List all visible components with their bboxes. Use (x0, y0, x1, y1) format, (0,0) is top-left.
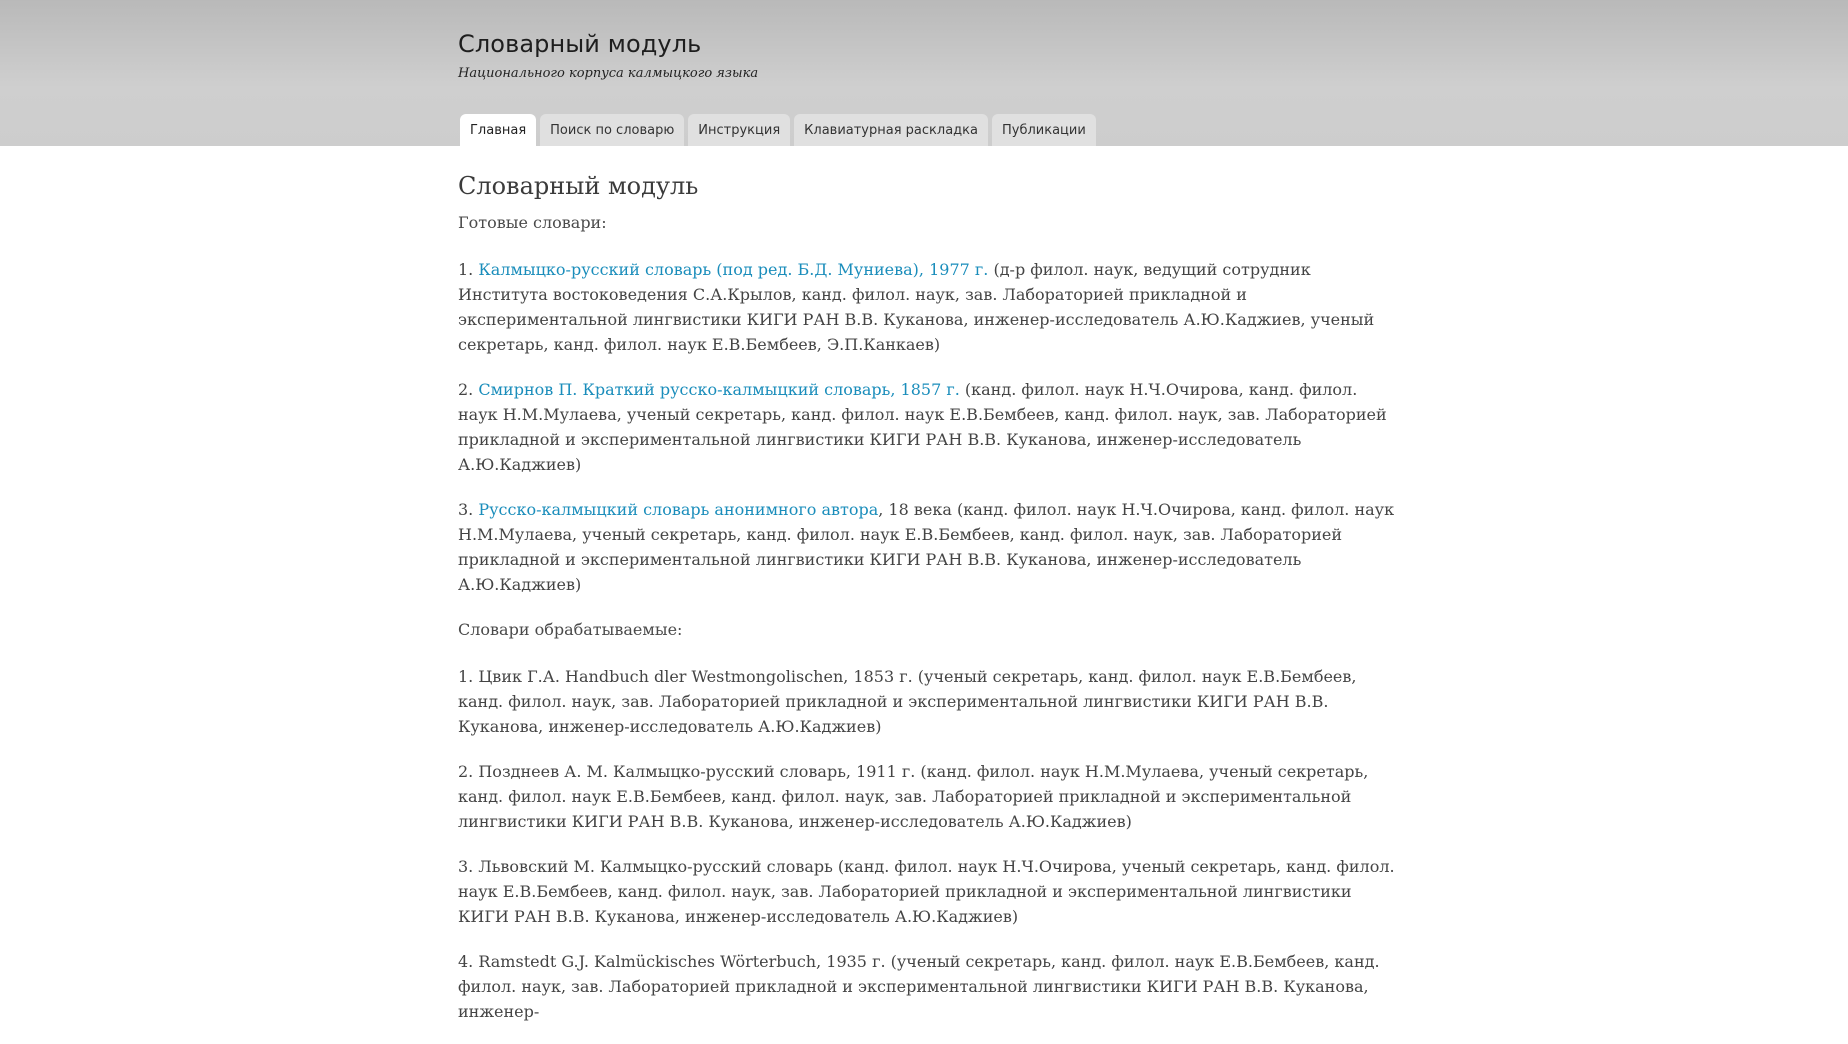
item-contributors: (д-р филол. наук, ведущий сотрудник Института востоковедения С.А.Крылов, канд. филол. наук, зав. Лабораторией прикладной и экспериментальной лингвистики КИГИ РАН В.В. Куканова, инженер-исследователь А.Ю.Каджиев, ученый секретарь, канд. филол. наук Е.В.Бембеев, Э.П.Канкаев) (458, 260, 1375, 354)
ready-dictionary-item (458, 497, 1398, 597)
tab-instructions[interactable]: Инструкция (688, 114, 790, 146)
item-contributors: , 18 века (канд. филол. наук Н.Ч.Очирова, канд. филол. наук Н.М.Мулаева, ученый секретарь, канд. филол. наук Е.В.Бембеев, канд. филол. наук, зав. Лабораторией прикладной и экспериментальной лингвистики КИГИ РАН В.В. Куканова, инженер-исследователь А.Ю.Каджиев) (458, 500, 1395, 594)
header-inner (458, 0, 1398, 146)
processing-dictionary-item: 4. Ramstedt G.J. Kalmückisches Wörterbuch, 1935 г. (ученый секретарь, канд. филол. наук Е.В.Бембеев, канд. филол. наук, зав. Лабораторией прикладной и экспериментальной лингвистики КИГИ РАН В.В. Куканова, инженер- (458, 952, 1380, 1021)
page-title: Словарный модуль (458, 172, 699, 200)
dictionary-link[interactable]: Смирнов П. Краткий русско-калмыцкий словарь, 1857 г. (478, 380, 960, 399)
main-content (458, 146, 1398, 1044)
dictionary-link[interactable]: Калмыцко-русский словарь (под ред. Б.Д. Муниева), 1977 г. (478, 260, 989, 279)
ready-dictionary-item (458, 257, 1398, 357)
ready-dictionary-item (458, 377, 1398, 477)
processing-dictionaries-label: Словари обрабатываемые: (458, 620, 683, 639)
processing-dictionary-item: 1. Цвик Г.А. Handbuch dler Westmongolischen, 1853 г. (ученый секретарь, канд. филол. наук Е.В.Бембеев, канд. филол. наук, зав. Лабораторией прикладной и экспериментальной лингвистики КИГИ РАН В.В. Куканова, инженер-исследователь А.Ю.Каджиев) (458, 667, 1357, 736)
ready-dictionaries-label: Готовые словари: (458, 213, 607, 232)
processing-dictionary-item: 3. Львовский М. Калмыцко-русский словарь (канд. филол. наук Н.Ч.Очирова, ученый секретарь, канд. филол. наук Е.В.Бембеев, канд. филол. наук, зав. Лабораторией прикладной и экспериментальной лингвистики КИГИ РАН В.В. Куканова, инженер-исследователь А.Ю.Каджиев) (458, 857, 1395, 926)
processing-dictionary-item: 2. Позднеев А. М. Калмыцко-русский словарь, 1911 г. (канд. филол. наук Н.М.Мулаева, ученый секретарь, канд. филол. наук Е.В.Бембеев, канд. филол. наук, зав. Лабораторией прикладной и экспериментальной лингвистики КИГИ РАН В.В. Куканова, инженер-исследователь А.Ю.Каджиев) (458, 762, 1369, 831)
site-header (0, 0, 1848, 146)
tab-keyboard-layout[interactable]: Клавиатурная раскладка (794, 114, 988, 146)
tab-dictionary-search[interactable]: Поиск по словарю (540, 114, 684, 146)
item-number: 1. (458, 260, 479, 279)
primary-tabs (460, 114, 1096, 146)
site-slogan: Национального корпуса калмыцкого языка (458, 66, 759, 81)
site-title[interactable]: Словарный модуль (458, 30, 702, 58)
item-number: 3. (458, 500, 479, 519)
dictionary-link[interactable]: Русско-калмыцкий словарь анонимного автора (478, 500, 879, 519)
tab-main[interactable]: Главная (460, 114, 536, 146)
item-contributors: (канд. филол. наук Н.Ч.Очирова, канд. филол. наук Н.М.Мулаева, ученый секретарь, канд. филол. наук Е.В.Бембеев, канд. филол. наук, зав. Лабораторией прикладной и экспериментальной лингвистики КИГИ РАН В.В. Куканова, инженер-исследователь А.Ю.Каджиев) (458, 380, 1387, 474)
tab-publications[interactable]: Публикации (992, 114, 1096, 146)
item-number: 2. (458, 380, 479, 399)
